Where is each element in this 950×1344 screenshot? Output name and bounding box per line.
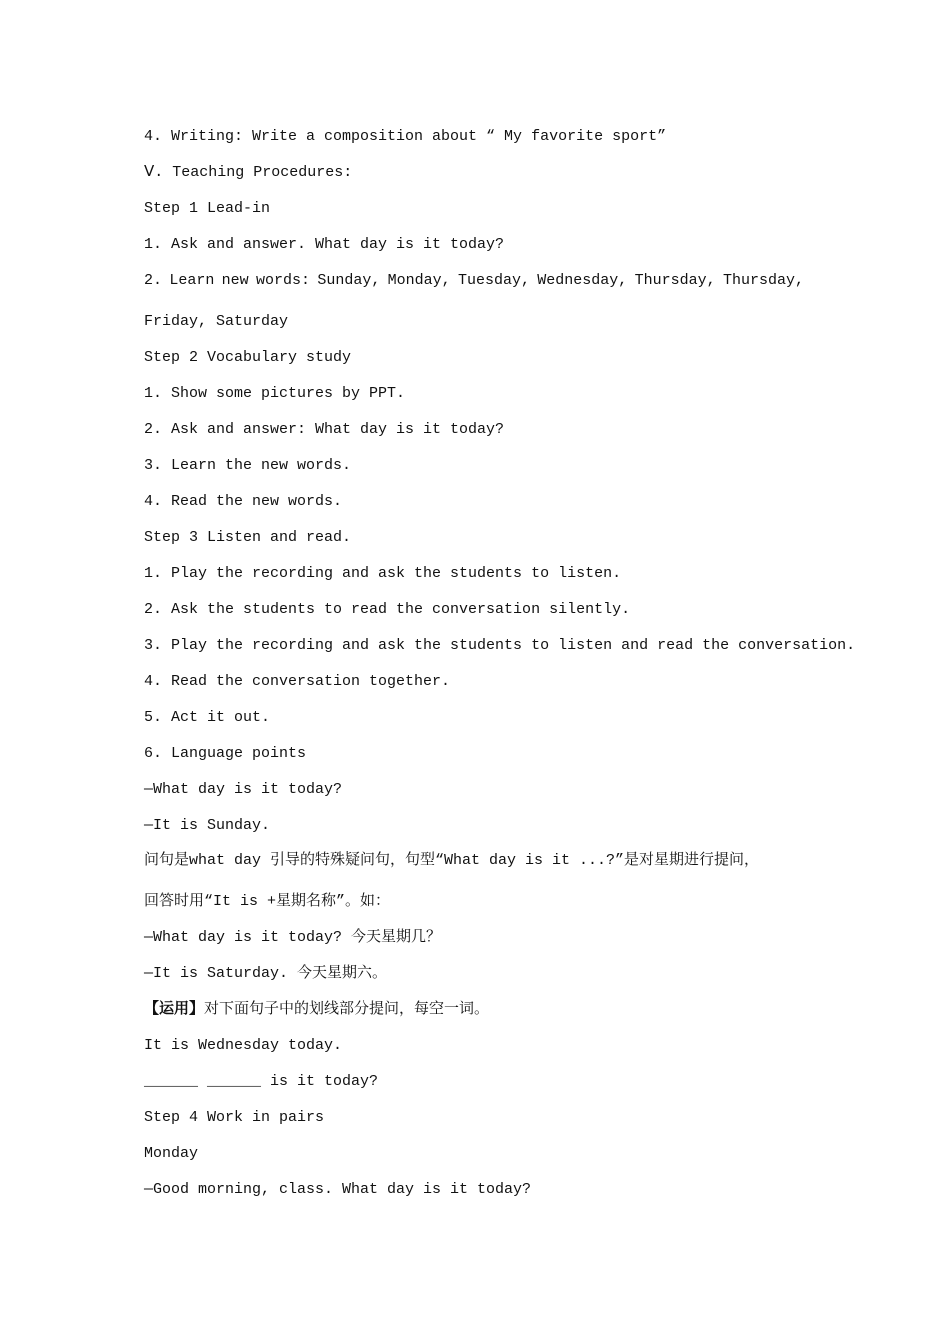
exercise-tag: 【运用】 <box>144 1001 205 1018</box>
text-line: 4. Writing: Write a composition about “ My favorite sport” <box>144 128 667 145</box>
text-line: 4. Read the new words. <box>144 493 343 510</box>
text-line: 6. Language points <box>144 745 307 762</box>
word: Learn <box>169 272 215 289</box>
text-line: 1. Ask and answer. What day is it today? <box>144 236 505 253</box>
step-heading: Step 2 Vocabulary study <box>144 349 352 366</box>
exercise-instruction <box>144 1000 489 1020</box>
word: Monday, <box>387 272 451 289</box>
step-heading: Step 4 Work in pairs <box>144 1109 325 1126</box>
word: words: <box>255 272 310 289</box>
word: new <box>221 272 249 289</box>
dialogue-line: —It is Saturday. 今天星期六。 <box>144 965 388 982</box>
word: Tuesday, <box>457 272 530 289</box>
dialogue-line: —What day is it today? 今天星期几？ <box>144 929 442 946</box>
dialogue-line: —What day is it today? <box>144 781 343 798</box>
step-heading: Step 3 Listen and read. <box>144 529 352 546</box>
text-line: 1. Play the recording and ask the students to listen. <box>144 565 622 582</box>
dialogue-line: —It is Sunday. <box>144 817 271 834</box>
dialogue-line: —Good morning, class. What day is it today? <box>144 1181 532 1198</box>
text-line: Monday <box>144 1145 199 1162</box>
fill-in-blank-line: ______ ______ is it today? <box>144 1073 379 1090</box>
explanation-line: 回答时用“It is +星期名称”。如： <box>144 893 391 910</box>
text-line: 2. Ask the students to read the conversation silently. <box>144 601 631 618</box>
word: Thursday, <box>634 272 716 289</box>
text-line: 4. Read the conversation together. <box>144 673 451 690</box>
section-heading: Ⅴ. Teaching Procedures: <box>144 164 353 181</box>
word: Wednesday, <box>537 272 628 289</box>
word: 2. <box>144 272 163 289</box>
text-line: 2. Ask and answer: What day is it today? <box>144 421 505 438</box>
text-line: 3. Play the recording and ask the students to listen and read the conversation. <box>144 637 856 654</box>
word: Sunday, <box>317 272 381 289</box>
justified-line <box>144 271 804 291</box>
step-heading: Step 1 Lead-in <box>144 200 271 217</box>
text-line: 5. Act it out. <box>144 709 271 726</box>
text-line: 3. Learn the new words. <box>144 457 352 474</box>
text-line: It is Wednesday today. <box>144 1037 343 1054</box>
text-line: 1. Show some pictures by PPT. <box>144 385 406 402</box>
text-line: Friday, Saturday <box>144 313 289 330</box>
exercise-instruction-text: 对下面句子中的划线部分提问，每空一词。 <box>204 1001 490 1018</box>
explanation-line: 问句是what day 引导的特殊疑问句，句型“What day is it ...?”是对星期进行提问， <box>144 852 760 869</box>
word: Thursday, <box>722 272 804 289</box>
